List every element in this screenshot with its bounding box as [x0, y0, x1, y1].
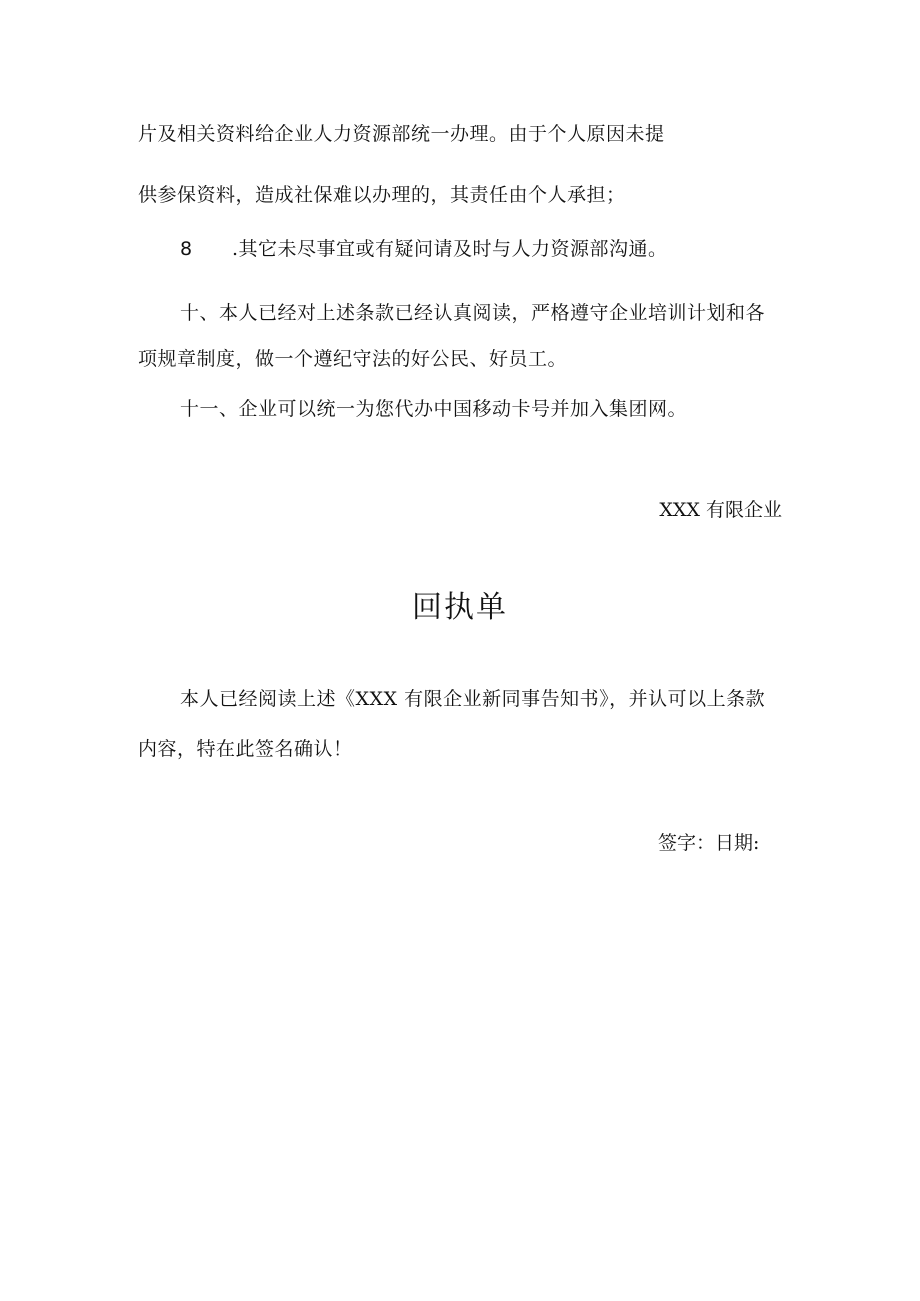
company-name: XXX 有限企业 — [659, 499, 782, 521]
clause-item-10-line: 项规章制度，做一个遵纪守法的好公民、好员工。 — [138, 348, 568, 370]
clause-text-line: 供参保资料，造成社保难以办理的，其责任由个人承担； — [138, 184, 626, 206]
clause-text-line: 片及相关资料给企业人力资源部统一办理。由于个人原因未提 — [138, 123, 665, 145]
clause-item-11: 十一、企业可以统一为您代办中国移动卡号并加入集团网。 — [180, 398, 688, 420]
receipt-title: 回执单 — [412, 590, 508, 625]
clause-item-8 — [180, 237, 668, 261]
clause-text: .其它未尽事宜或有疑问请及时与人力资源部沟通。 — [232, 238, 668, 260]
signature-date-line: 签字：日期: — [658, 832, 760, 854]
clause-number: 8 — [180, 238, 193, 260]
receipt-body-line: 内容，特在此签名确认！ — [138, 738, 353, 760]
clause-item-10-line: 十、本人已经对上述条款已经认真阅读，严格遵守企业培训计划和各 — [180, 302, 766, 324]
receipt-body-line: 本人已经阅读上述《XXX 有限企业新同事告知书》，并认可以上条款 — [180, 688, 766, 710]
